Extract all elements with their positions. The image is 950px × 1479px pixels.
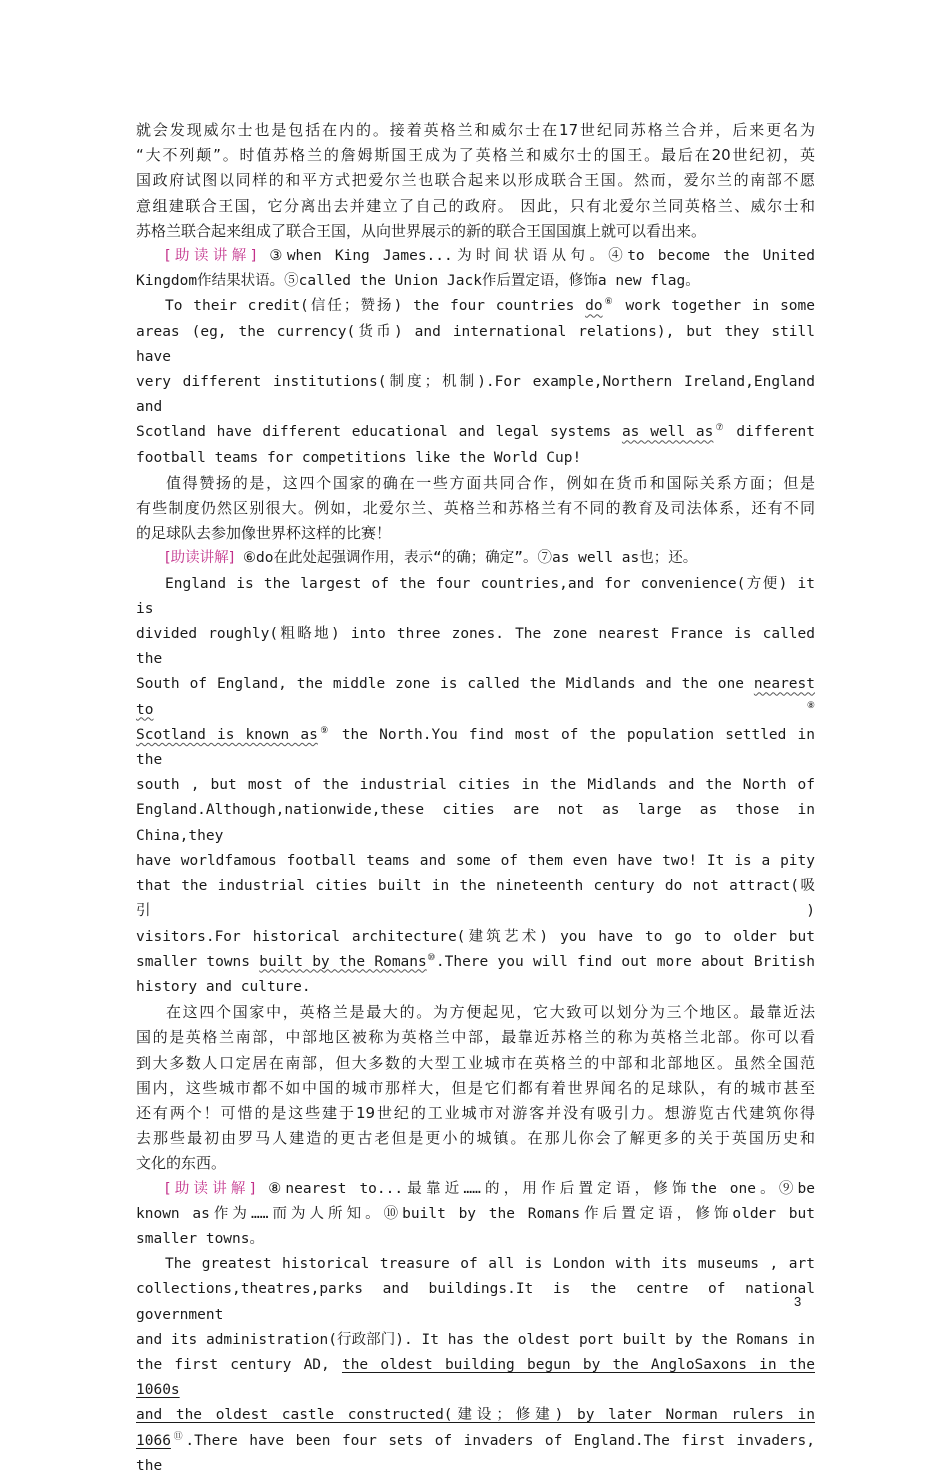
note-line: smaller towns。 — [136, 1230, 264, 1247]
chinese-line: 国的是英格兰南部，中部地区被称为英格兰中部，最靠近苏格兰的称为英格兰北部。你可以看 — [136, 1028, 815, 1047]
english-line — [136, 1403, 815, 1428]
note-line: [助读讲解] ⑧nearest to...最靠近……的，用作后置定语，修饰the one。⑨be — [165, 1180, 815, 1197]
english-line: and its administration(行政部门). It has the oldest port built by the Romans in — [136, 1331, 815, 1348]
english-line: The greatest historical treasure of all is London with its museums , art — [165, 1256, 815, 1273]
text-line: 就会发现威尔士也是包括在内的。接着英格兰和威尔士在17世纪同苏格兰合并，后来更名为 — [136, 121, 815, 139]
english-line: 1066⑪.There have been four sets of invaders of England.The first invaders, the — [136, 1431, 815, 1474]
page-number: 3 — [794, 1294, 802, 1309]
chinese-line: 文化的东西。 — [136, 1154, 227, 1173]
english-line: the first century AD, the oldest building begun by the AngloSaxons in the 1060s — [136, 1356, 815, 1399]
english-line: Scotland have different educational and legal systems as well as⑦ different — [136, 423, 815, 441]
annotated-phrase: Scotland is known as — [136, 726, 318, 743]
english-line: England is the largest of the four countries,and for convenience(方便) it is — [136, 575, 815, 617]
chinese-line: 还有两个！可惜的是这些建于19世纪的工业城市对游客并没有吸引力。想游览古代建筑你得 — [136, 1103, 815, 1122]
text-line: 国政府试图以同样的和平方式把爱尔兰也联合起来以形成联合王国。然而，爱尔兰的南部不愿 — [136, 171, 815, 190]
english-line: To their credit(信任；赞扬) the four countries do⑥ work together in some — [165, 297, 815, 315]
annotated-phrase: built by the Romans — [259, 953, 427, 970]
english-line: Scotland is known as⑨ the North.You find most of the population settled in the — [136, 726, 815, 769]
underlined-phrase: and the oldest castle constructed(建设；修建) by later Norman rulers in — [136, 1407, 815, 1424]
note-tag: [助读讲解] — [165, 1180, 256, 1197]
underlined-phrase: the oldest building begun by the AngloSaxons in the 1060s — [136, 1356, 815, 1399]
note-line: [助读讲解] ③when King James...为时间状语从句。④to become the United — [165, 248, 815, 265]
note-line: Kingdom作结果状语。⑤called the Union Jack作后置定语，修饰a new flag。 — [136, 273, 700, 290]
annotated-phrase: as well as — [621, 424, 714, 441]
chinese-line: 的足球队去参加像世界杯这样的比赛！ — [136, 524, 392, 543]
english-line: very different institutions(制度；机制).For example,Northern Ireland,England and — [136, 374, 815, 416]
english-line: history and culture. — [136, 978, 311, 995]
page-content — [136, 118, 815, 1479]
underlined-phrase: 1066 — [136, 1432, 171, 1449]
english-line: collections,theatres,parks and buildings.It is the centre of national government — [136, 1281, 815, 1323]
annotated-phrase: nearest to — [136, 676, 815, 718]
english-line: visitors.For historical architecture(建筑艺术) you have to go to older but — [136, 928, 815, 945]
note-tag: [助读讲解] — [165, 550, 235, 567]
english-line: South of England, the middle zone is called the Midlands and the one nearest to⑧ — [136, 676, 815, 718]
english-line: have worldfamous football teams and some of them even have two! It is a pity — [136, 852, 815, 869]
english-line: that the industrial cities built in the nineteenth century do not attract(吸引) — [136, 878, 815, 920]
chinese-line: 围内，这些城市都不如中国的城市那样大，但是它们都有着世界闻名的足球队，有的城市甚至 — [136, 1078, 815, 1097]
chinese-line: 到大多数人口定居在南部，但大多数的大型工业城市在英格兰的中部和北部地区。虽然全国范 — [136, 1053, 815, 1072]
text-line: “大不列颠”。时值苏格兰的詹姆斯国王成为了英格兰和威尔士的国王。最后在20世纪初，英 — [136, 146, 815, 165]
english-line: divided roughly(粗略地) into three zones. The zone nearest France is called the — [136, 626, 815, 668]
text-line: 意组建联合王国，它分离出去并建立了自己的政府。 因此，只有北爱尔兰同英格兰、威尔士和 — [136, 196, 815, 215]
english-line: England.Although,nationwide,these cities are not as large as those in China,they — [136, 802, 815, 844]
english-line: football teams for competitions like the World Cup! — [136, 449, 582, 466]
chinese-line: 有些制度仍然区别很大。例如，北爱尔兰、英格兰和苏格兰有不同的教育及司法体系，还有不同 — [136, 499, 815, 518]
chinese-line: 值得赞扬的是，这四个国家的确在一些方面共同合作，例如在货币和国际关系方面；但是 — [166, 473, 815, 492]
chinese-line: 在这四个国家中，英格兰是最大的。为方便起见，它大致可以划分为三个地区。最靠近法 — [166, 1003, 815, 1022]
annotated-phrase: do — [585, 298, 603, 315]
english-line: south , but most of the industrial cities in the Midlands and the North of — [136, 777, 815, 794]
note-tag: [助读讲解] — [165, 248, 257, 265]
note-line: known as作为……而为人所知。⑩built by the Romans作后置定语，修饰older but — [136, 1205, 815, 1222]
text-line: 苏格兰联合起来组成了联合王国，从向世界展示的新的联合王国国旗上就可以看出来。 — [136, 221, 707, 240]
english-line: smaller towns built by the Romans⑩.There you will find out more about British — [136, 952, 815, 970]
english-line: areas (eg, the currency(货币) and international relations), but they still have — [136, 323, 815, 365]
note-line: [助读讲解] ⑥do在此处起强调作用，表示“的确；确定”。⑦as well as也；还。 — [165, 550, 698, 567]
chinese-line: 去那些最初由罗马人建造的更古老但是更小的城镇。在那儿你会了解更多的关于英国历史和 — [136, 1129, 815, 1148]
